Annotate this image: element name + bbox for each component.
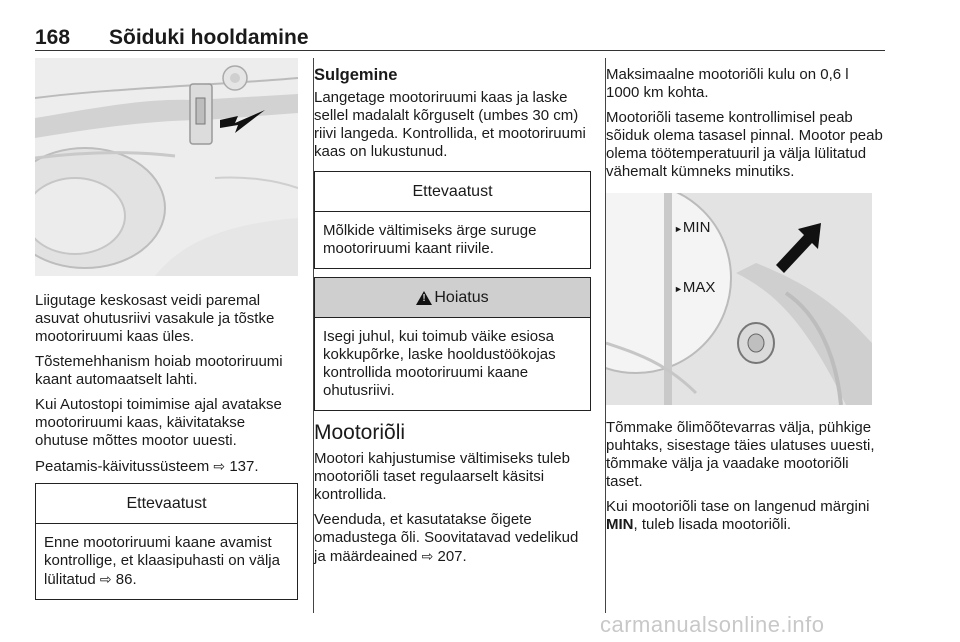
paragraph: Mootoriõli taseme kontrollimisel peab sõiduk olema tasasel pinnal. Mootor peab olema töötemperatuuril ja välja lülitatud vähemalt kümneks minutiks. [606, 109, 883, 180]
paragraph-text: Kui mootoriõli tase on langenud märgini [606, 498, 870, 515]
caution-body [36, 524, 297, 599]
caution-title: Ettevaatust [315, 172, 590, 212]
caution-box [314, 171, 591, 269]
page-reference[interactable]: 137. [229, 458, 259, 475]
section-subheading: Sulgemine [314, 66, 398, 84]
paragraph-with-bold [606, 498, 886, 534]
column-2 [314, 58, 591, 573]
header-divider [35, 50, 885, 51]
watermark: carmanualsonline.info [600, 612, 825, 637]
paragraph: Langetage mootoriruumi kaas ja laske sellel madalalt kõrguselt (umbes 30 cm) riivi langeda. Kontrollida, et mootoriruumi kaas on lukustunud. [314, 89, 586, 160]
caution-title: Ettevaatust [36, 484, 297, 524]
paragraph-text: , tuleb lisada mootoriõli. [633, 516, 792, 533]
warning-body: Isegi juhul, kui toimub väike esiosa kokkupõrke, laske hooldustöökojas kontrollida mootoriruumi kaane ohutusriivi. [323, 328, 556, 399]
page-reference[interactable]: 207. [437, 548, 467, 565]
page-reference-icon: ⇨ [421, 548, 434, 564]
dipstick-photo [606, 193, 872, 405]
column-1 [35, 58, 298, 608]
page-header [35, 26, 885, 50]
page-number: 168 [35, 26, 71, 49]
warning-triangle-icon [416, 291, 432, 305]
warning-box [314, 277, 591, 411]
paragraph: Liigutage keskosast veidi paremal asuvat ohutusriivi vasakule ja tõstke mootoriruumi kaas üles. [35, 292, 275, 345]
paragraph: Kui Autostopi toimimise ajal avatakse mootoriruumi kaas, käivitatakse ohutuse mõttes mootor uuesti. [35, 396, 282, 449]
page-reference-icon: ⇨ [213, 458, 226, 474]
caution-box [35, 483, 298, 600]
min-label: MIN [682, 219, 711, 236]
paragraph-with-reference [314, 511, 591, 566]
page-reference-icon: ⇨ [99, 571, 112, 587]
warning-header [315, 278, 590, 318]
caution-text: Enne mootoriruumi kaane avamist kontrollige, et klaasipuhasti on välja lülitatud [44, 534, 280, 588]
dipstick-min-label: ►MIN [674, 219, 711, 236]
paragraph: Mootori kahjustumise vältimiseks tuleb mootoriõli taset regulaarselt käsitsi kontrollida. [314, 450, 570, 503]
paragraph: Maksimaalne mootoriõli kulu on 0,6 l 1000 km kohta. [606, 66, 849, 101]
paragraph-with-reference [35, 457, 298, 476]
page-reference[interactable]: 86. [115, 571, 137, 588]
paragraph-text: Peatamis-käivitussüsteem [35, 458, 210, 475]
max-label: MAX [682, 279, 716, 296]
warning-title: Hoiatus [434, 288, 489, 306]
caution-body: Mõlkide vältimiseks ärge suruge mootoriruumi kaant riivile. [323, 222, 537, 257]
chapter-title: Sõiduki hooldamine [109, 26, 309, 49]
min-marker-text: MIN [606, 516, 634, 533]
column-3 [606, 58, 886, 541]
paragraph-text: Veenduda, et kasutatakse õigete omadustega õli. Soovitatavad vedelikud ja määrdeained [314, 511, 579, 565]
paragraph: Tõmmake õlimõõtevarras välja, pühkige puhtaks, sisestage täies ulatuses uuesti, tõmmake välja ja vaadake mootoriõli taset. [606, 419, 875, 490]
paragraph: Tõstemehhanism hoiab mootoriruumi kaant automaatselt lahti. [35, 353, 283, 388]
dipstick-max-label: ►MAX [674, 279, 716, 296]
section-heading: Mootoriõli [314, 421, 406, 444]
engine-hood-release-photo [35, 58, 298, 276]
